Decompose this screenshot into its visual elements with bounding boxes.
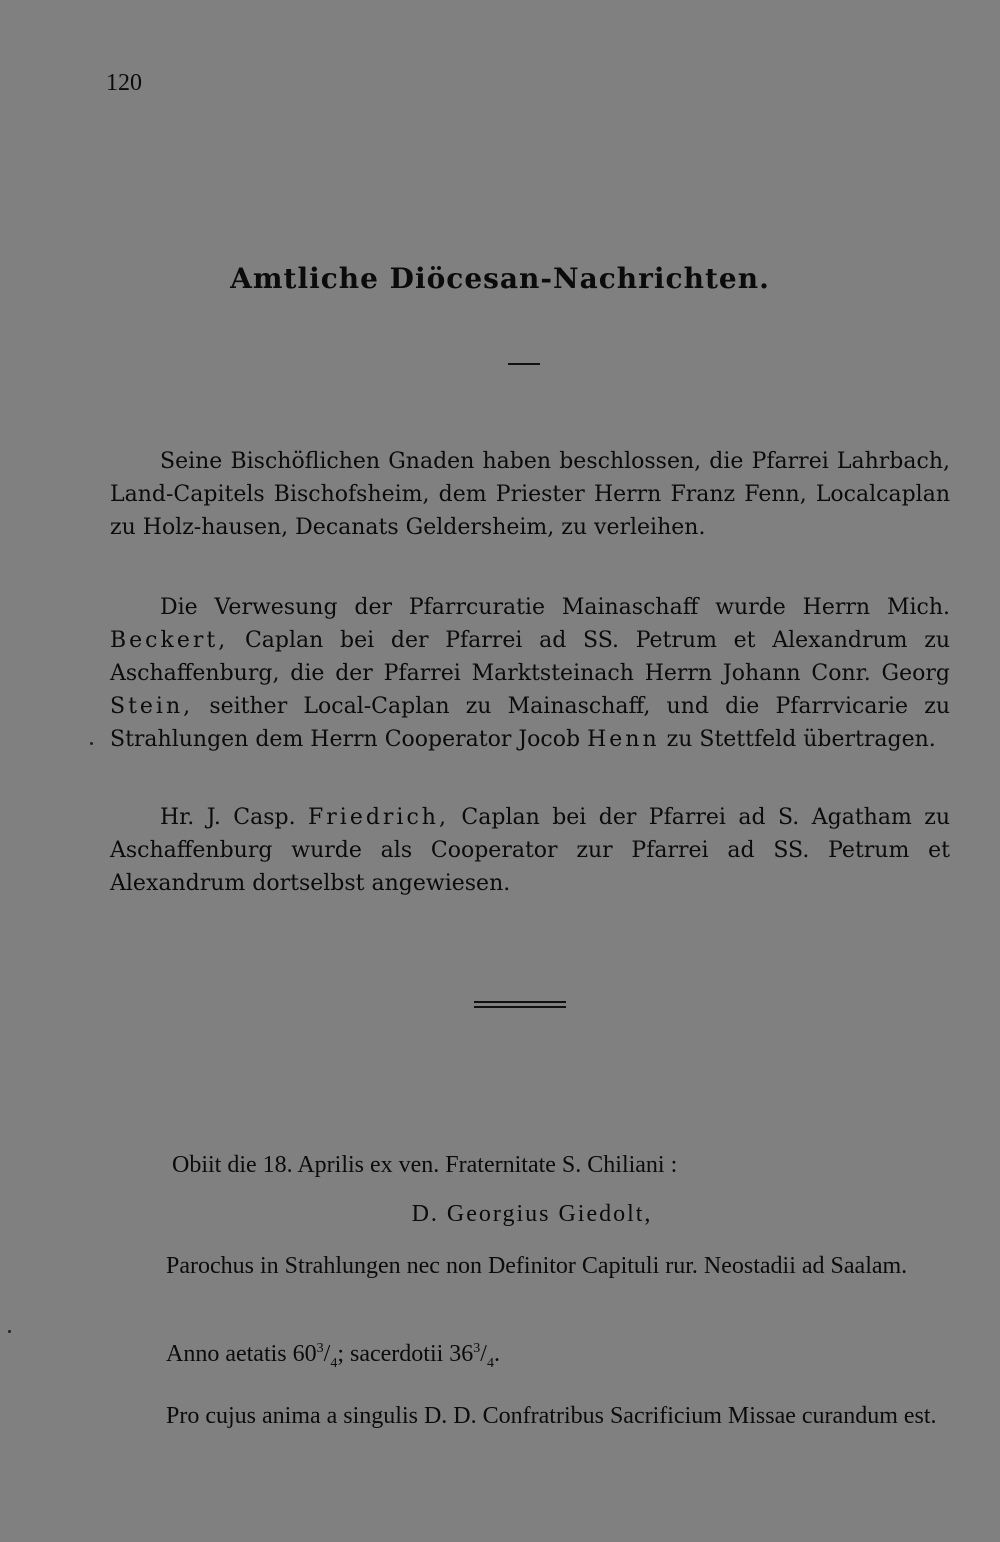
obituary-prayer-text: Pro cujus anima a singulis D. D. Confratribus Sacrificium Missae curandum est. bbox=[166, 1403, 937, 1429]
page-title: Amtliche Diöcesan-Nachrichten. bbox=[230, 262, 770, 295]
fraction-numerator: 3 bbox=[316, 1341, 324, 1356]
fraction-denominator: 4 bbox=[330, 1355, 338, 1371]
obituary-prayer bbox=[112, 1400, 952, 1432]
paragraph-text: zu Stettfeld übertragen. bbox=[666, 727, 936, 752]
person-name: Henn bbox=[587, 727, 660, 752]
paragraph-text: Seine Bischöflichen Gnaden haben beschlossen, die Pfarrei Lahrbach, Land-Capitels Bischofsheim, dem Priester Herrn Franz Fenn, Localcaplan zu Holz-hausen, Decanats Geldersheim, zu verleihen. bbox=[110, 449, 950, 540]
paragraph-text: Caplan bei der Pfarrei ad S. Agatham zu Aschaffenburg wurde als Cooperator zur Pfarrei ad SS. Petrum et Alexandrum dortselbst angewiesen. bbox=[110, 805, 950, 896]
person-name: Friedrich, bbox=[308, 805, 449, 830]
obituary-intro bbox=[112, 1149, 952, 1181]
speck-mark bbox=[90, 742, 93, 745]
obituary-office bbox=[112, 1250, 952, 1282]
paragraph-mainaschaff bbox=[110, 591, 950, 756]
age-text: ; sacerdotii 36 bbox=[337, 1341, 474, 1367]
person-name: Stein, bbox=[110, 694, 194, 719]
page-number: 120 bbox=[106, 70, 142, 96]
obituary-intro-text: Obiit die 18. Aprilis ex ven. Fraternitate S. Chiliani : bbox=[172, 1152, 678, 1178]
age-text: Anno aetatis 60 bbox=[166, 1341, 317, 1367]
person-name: Beckert, bbox=[110, 628, 229, 653]
obituary-name: D. Georgius Giedolt, bbox=[411, 1201, 653, 1227]
obituary-age: Anno aetatis $60^3/_4$; sacerdotii $36^3/_4$. bbox=[166, 1341, 500, 1371]
paragraph-text: Hr. J. Casp. bbox=[160, 805, 296, 830]
double-divider bbox=[474, 1001, 566, 1008]
paragraph-text: seither Local-Caplan zu Mainaschaff, und die Pfarrvicarie zu Strahlungen dem Herrn Cooperator Jocob bbox=[110, 694, 950, 752]
speck-mark bbox=[8, 1330, 11, 1333]
fraction-numerator: 3 bbox=[473, 1341, 481, 1356]
fraction-denominator: 4 bbox=[486, 1355, 494, 1371]
paragraph-text: Caplan bei der Pfarrei ad SS. Petrum et Alexandrum zu Aschaffenburg, die der Pfarrei Marktsteinach Herrn Johann Conr. Georg bbox=[110, 628, 950, 686]
obituary-office-text: Parochus in Strahlungen nec non Definitor Capituli rur. Neostadii ad Saalam. bbox=[166, 1253, 908, 1279]
paragraph-text: Die Verwesung der Pfarrcuratie Mainaschaff wurde Herrn Mich. bbox=[160, 595, 950, 620]
age-text: . bbox=[493, 1341, 500, 1367]
short-divider bbox=[508, 363, 540, 365]
paragraph-appointment-lahrbach bbox=[110, 445, 950, 544]
paragraph-friedrich bbox=[110, 801, 950, 900]
